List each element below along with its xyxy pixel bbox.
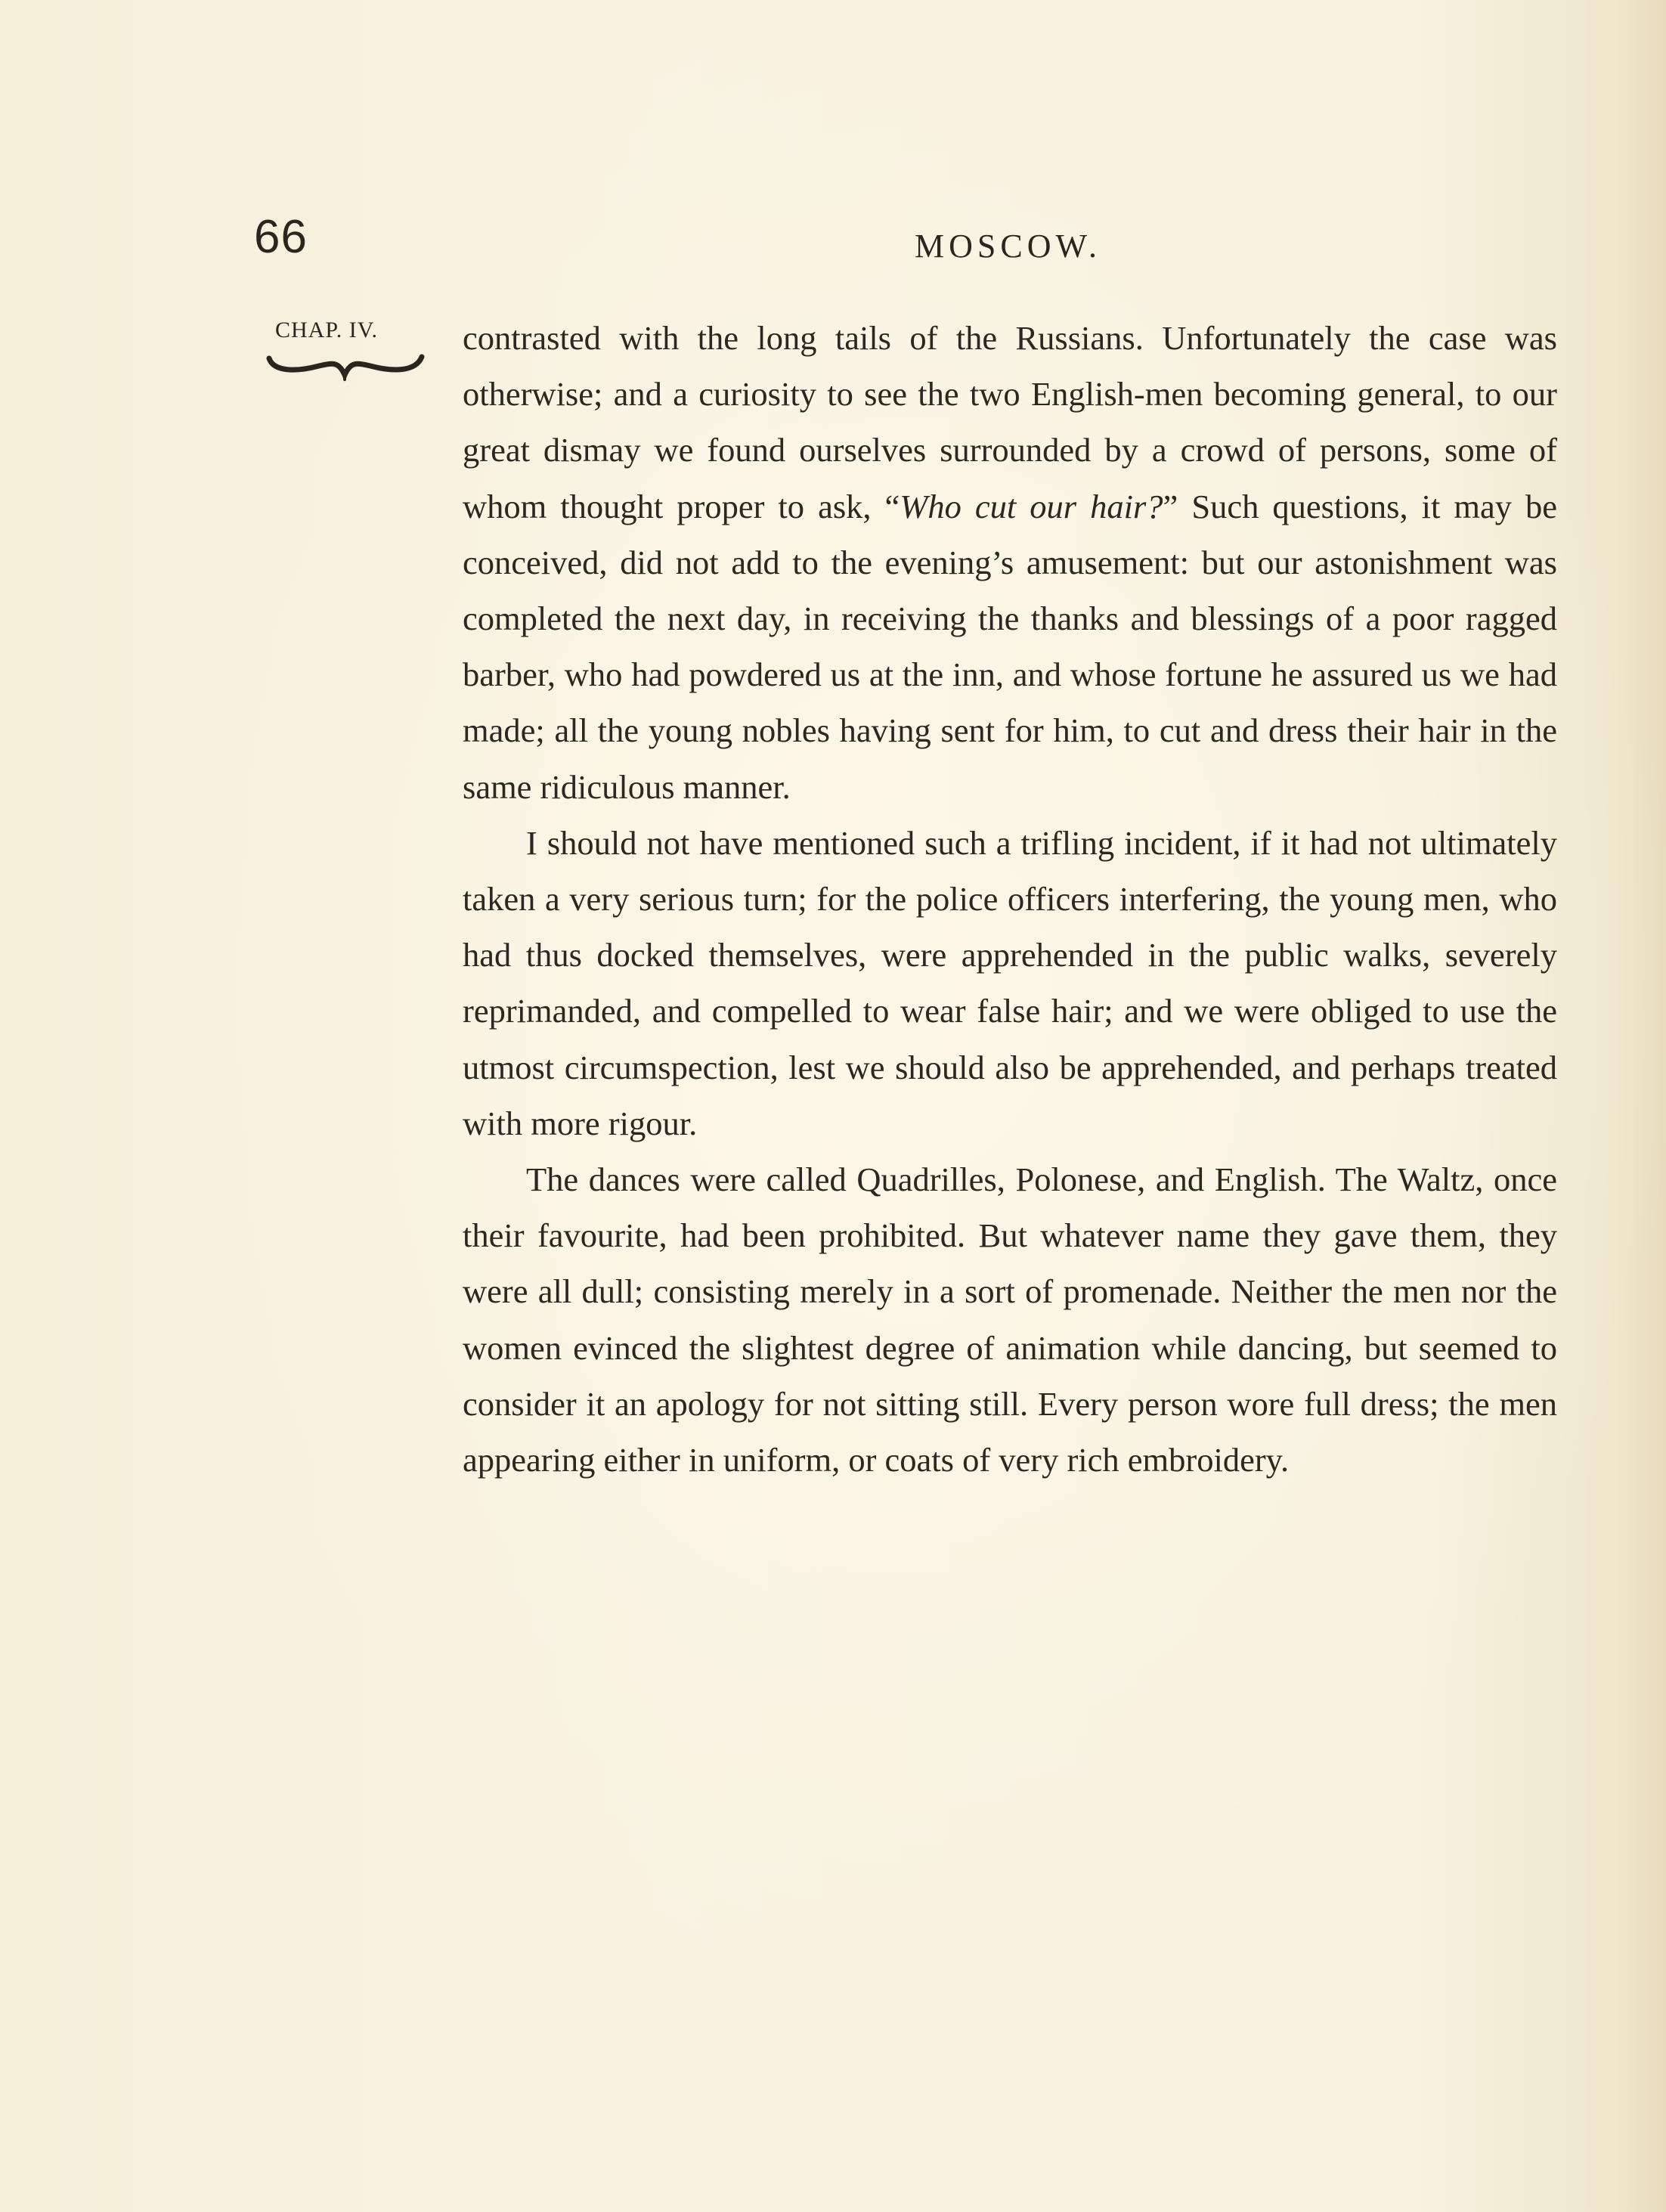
page-number: 66 xyxy=(254,211,308,263)
body-text xyxy=(463,310,1557,1488)
paragraph-1-end: ” Such questions, it may be conceived, did not add to the evening’s amusement: but our astonishment was completed the next day, in receiving the thanks and blessings of a poor ragged barber, who had powdered us at the inn, and whose fortune he assured us we had made; all the young nobles having sent for him, to cut and dress their hair in the same ridiculous manner. xyxy=(463,487,1557,806)
chapter-label: CHAP. IV. xyxy=(275,318,378,342)
paragraph-1-start: contrasted with the long tails of the Russians. Unfortunately the case was otherwise; and a curiosity to see the two English-men becoming general, to our great dismay we found ourselves surrounded by a crowd of persons, some of whom thought proper to ask, “ xyxy=(463,319,1557,525)
paragraph-2: I should not have mentioned such a trifling incident, if it had not ultimately taken a very serious turn; for the police officers interfering, the young men, who had thus docked themselves, were apprehended in the public walks, severely reprimanded, and compelled to wear false hair; and we were obliged to use the utmost circumspection, lest we should also be apprehended, and perhaps treated with more rigour. xyxy=(463,823,1557,1142)
paragraph-3: The dances were called Quadrilles, Polonese, and English. The Waltz, once their favourite, had been prohibited. But whatever name they gave them, they were all dull; consisting merely in a sort of promenade. Neither the men nor the women evinced the slightest degree of animation while dancing, but seemed to consider it an apology for not sitting still. Every person wore full dress; the men appearing either in uniform, or coats of very rich embroidery. xyxy=(463,1160,1557,1479)
brace-ornament-icon xyxy=(266,349,425,384)
paragraph-1-italic-quote: Who cut our hair? xyxy=(900,487,1163,525)
running-head: MOSCOW. xyxy=(915,228,1101,265)
paragraph-1 xyxy=(463,310,1557,815)
